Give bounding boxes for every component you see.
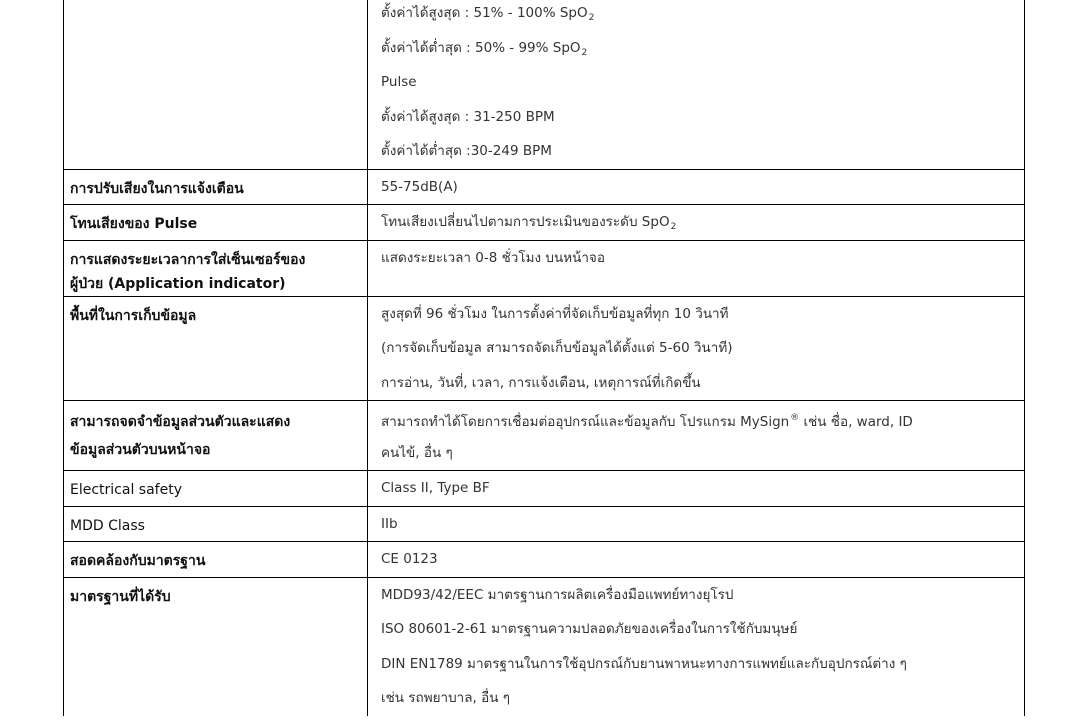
spec-label <box>64 401 368 470</box>
spec-row-pulse-tone <box>64 205 1024 241</box>
value-line: (การจัดเก็บข้อมูล สามารถจัดเก็บข้อมูลได้ตั้งแต่ 5-60 วินาที) <box>381 340 733 356</box>
value-line: เช่น รถพยาบาล, อื่น ๆ <box>381 690 510 706</box>
value-line: การอ่าน, วันที่, เวลา, การแจ้งเตือน, เหตุการณ์ที่เกิดขึ้น <box>381 374 701 391</box>
spec-label: พื้นที่ในการเก็บข้อมูล <box>64 297 368 401</box>
value-line: ISO 80601-2-61 มาตรฐานความปลอดภัยของเครื่องในการใช้กับมนุษย์ <box>381 621 798 637</box>
spec-row-alarm-limits <box>64 0 1024 170</box>
spec-label: โทนเสียงของ Pulse <box>64 205 368 240</box>
spec-label: Electrical safety <box>64 471 368 506</box>
spec-value <box>368 297 1024 401</box>
value-line: ตั้งค่าได้ต่ำสุด : 50% - 99% SpO$_2$ <box>381 39 588 58</box>
value-line: 55-75dB(A) <box>381 178 458 195</box>
spec-row-data-storage <box>64 297 1024 402</box>
value-line: DIN EN1789 มาตรฐานในการใช้อุปกรณ์กับยานพาหนะทางการแพทย์และกับอุปกรณ์ต่าง ๆ <box>381 655 907 672</box>
spec-label: MDD Class <box>64 507 368 542</box>
spec-label: การปรับเสียงในการแจ้งเตือน <box>64 170 368 205</box>
spec-value <box>368 542 1024 577</box>
spec-table <box>63 0 1025 716</box>
value-line: Pulse <box>381 74 417 90</box>
value-line: สามารถทำได้โดยการเชื่อมต่ออุปกรณ์และข้อมูลกับ โปรแกรม MySign® เช่น ชื่อ, ward, ID <box>381 413 913 430</box>
value-line: แสดงระยะเวลา 0-8 ชั่วโมง บนหน้าจอ <box>381 249 605 266</box>
spec-value <box>368 401 1024 470</box>
spec-label: สอดคล้องกับมาตรฐาน <box>64 542 368 577</box>
spec-label <box>64 241 368 296</box>
spec-label-line: สามารถจดจำข้อมูลส่วนตัวและแสดง <box>70 414 291 430</box>
value-line: Class II, Type BF <box>381 480 490 496</box>
spec-value <box>368 578 1024 716</box>
spec-row-application-indicator <box>64 241 1024 297</box>
spec-value <box>368 170 1024 205</box>
spec-label-line: ผู้ป่วย (Application indicator) <box>70 275 286 292</box>
spec-label: มาตรฐานที่ได้รับ <box>64 578 368 716</box>
value-line: ตั้งค่าได้ต่ำสุด :30-249 BPM <box>381 143 552 159</box>
spec-value <box>368 0 1024 169</box>
value-line: ตั้งค่าได้สูงสุด : 51% - 100% SpO$_2$ <box>381 5 595 23</box>
spec-value <box>368 241 1024 296</box>
value-line: สูงสุดที่ 96 ชั่วโมง ในการตั้งค่าที่จัดเก็บข้อมูลที่ทุก 10 วินาที <box>381 305 729 322</box>
spec-row-personal-data <box>64 401 1024 471</box>
spec-row-alarm-volume <box>64 170 1024 206</box>
value-line: โทนเสียงเปลี่ยนไปตามการประเมินของระดับ SpO$_2$ <box>381 214 677 232</box>
spec-label-line: ข้อมูลส่วนตัวบนหน้าจอ <box>70 442 211 458</box>
spec-value <box>368 205 1024 240</box>
value-line: ตั้งค่าได้สูงสุด : 31-250 BPM <box>381 108 555 125</box>
value-line: CE 0123 <box>381 551 438 567</box>
value-line: คนไข้, อื่น ๆ <box>381 444 453 461</box>
spec-label-line: การแสดงระยะเวลาการใส่เซ็นเซอร์ของ <box>70 251 306 268</box>
spec-value <box>368 471 1024 506</box>
value-line: MDD93/42/EEC มาตรฐานการผลิตเครื่องมือแพทย์ทางยุโรป <box>381 586 734 603</box>
spec-row-electrical-safety <box>64 471 1024 507</box>
spec-value <box>368 507 1024 542</box>
spec-label-empty <box>64 0 368 169</box>
spec-row-mdd-class <box>64 507 1024 543</box>
value-line: IIb <box>381 515 398 532</box>
spec-row-standards <box>64 578 1024 716</box>
spec-row-compliance <box>64 542 1024 578</box>
